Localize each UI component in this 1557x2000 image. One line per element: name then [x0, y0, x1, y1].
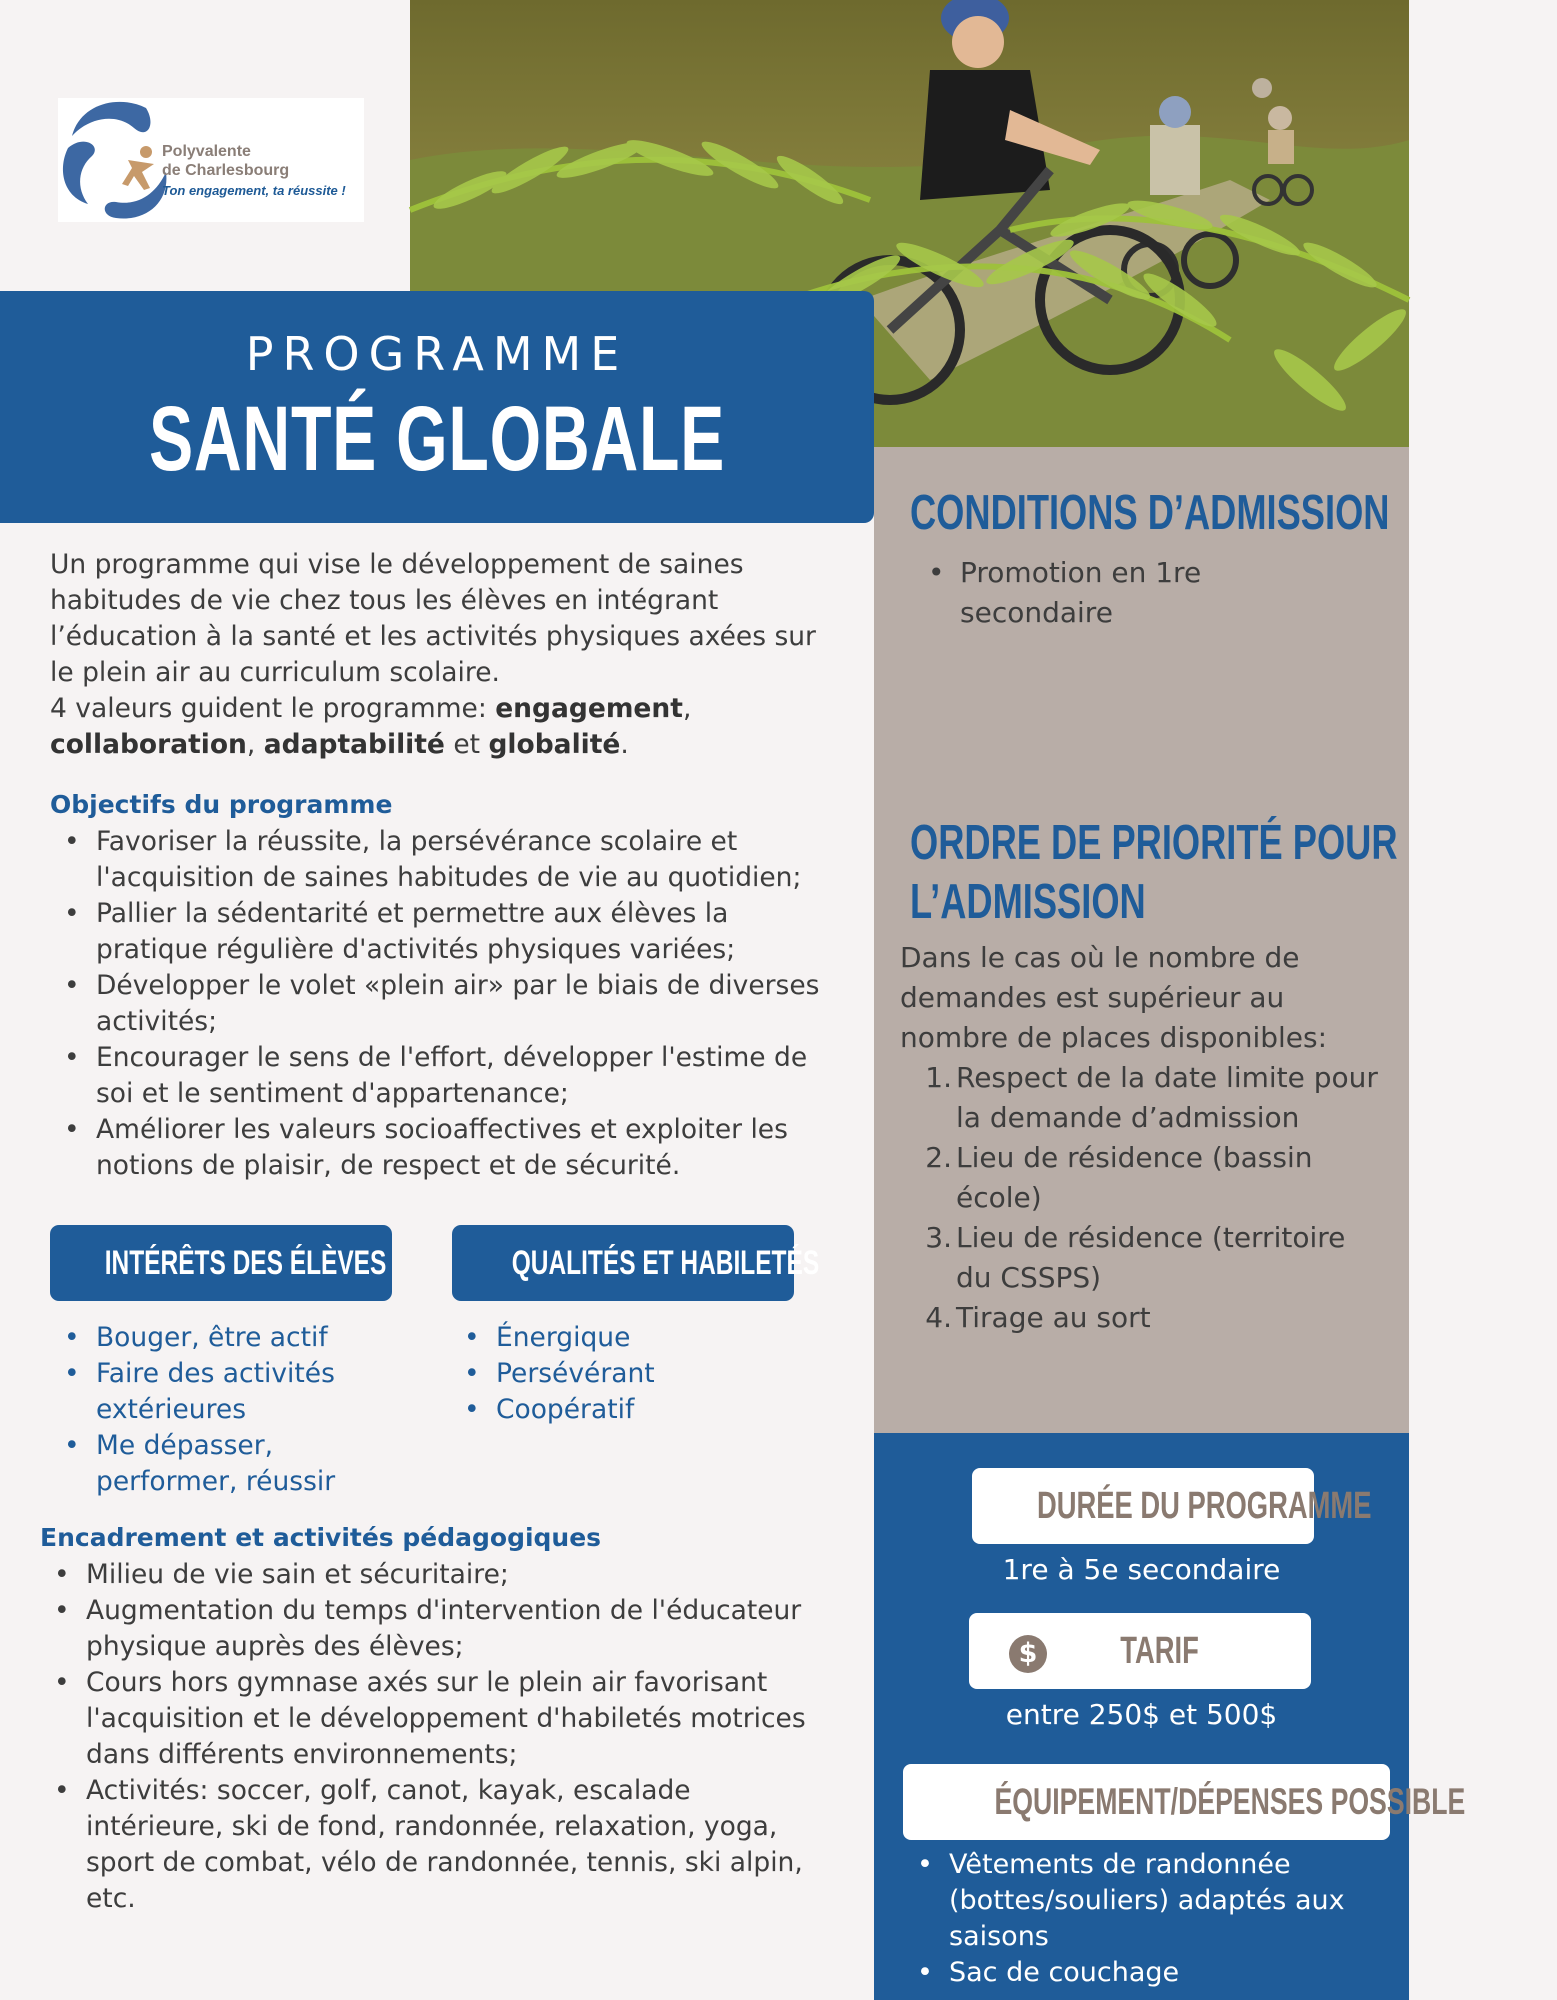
value-engagement: engagement	[495, 693, 683, 724]
value-adaptabilite: adaptabilité	[263, 729, 445, 760]
duree-label: DURÉE DU PROGRAMME	[1037, 1485, 1372, 1527]
list-item-text: Lieu de résidence (bassin école)	[956, 1141, 1313, 1214]
interets-heading-label: INTÉRÊTS DES ÉLÈVES	[104, 1244, 387, 1282]
values-prefix: 4 valeurs guident le programme:	[50, 693, 496, 724]
list-item: • Pallier la sédentarité et permettre aux élèves la pratique régulière d'activités physiques variées;	[50, 896, 830, 968]
intro-paragraph: Un programme qui vise le développement de saines habitudes de vie chez tous les élèves en intégrant l’éducation à la santé et les activités physiques axées sur le plein air au curriculum scolaire.	[50, 549, 816, 688]
list-number: 4.	[925, 1301, 952, 1334]
encadrement-title: Encadrement et activités pédagogiques	[40, 1523, 602, 1552]
objectifs-list	[50, 824, 830, 1184]
logo-slogan: Ton engagement, ta réussite !	[162, 183, 346, 198]
dollar-icon: $	[1009, 1635, 1047, 1673]
school-logo	[58, 98, 364, 222]
value-collaboration: collaboration	[50, 729, 247, 760]
list-item: • Promotion en 1re secondaire	[914, 553, 1354, 633]
tarif-label-box	[969, 1613, 1311, 1689]
logo-name-line2: de Charlesbourg	[162, 162, 290, 179]
objectifs-title: Objectifs du programme	[50, 790, 393, 819]
list-item: • Favoriser la réussite, la persévérance scolaire et l'acquisition de saines habitudes de vie au quotidien;	[50, 824, 830, 896]
list-item: • Énergique	[450, 1320, 780, 1356]
priorite-intro: Dans le cas où le nombre de demandes est supérieur au nombre de places disponibles:	[900, 941, 1328, 1054]
list-item: • Milieu de vie sain et sécuritaire;	[40, 1557, 820, 1593]
tarif-label: TARIF	[1120, 1630, 1200, 1672]
list-item: • Persévérant	[450, 1356, 780, 1392]
list-item: • Me dépasser, performer, réussir	[50, 1428, 380, 1500]
values-end: .	[620, 729, 629, 760]
title-programme: PROGRAMME	[245, 327, 629, 381]
values-separator: et	[444, 729, 489, 760]
list-item: • Sac de couchage	[903, 1955, 1363, 1991]
list-item-text: Tirage au sort	[956, 1301, 1151, 1334]
list-item: • Activités: soccer, golf, canot, kayak, escalade intérieure, ski de fond, randonnée, relaxation, yoga, sport de combat, vélo de randonnée, tennis, ski alpin, etc.	[40, 1773, 820, 1917]
qualites-list	[450, 1320, 780, 1428]
list-item: • Développer le volet «plein air» par le biais de diverses activités;	[50, 968, 830, 1040]
list-item: • Faire des activités extérieures	[50, 1356, 380, 1428]
encadrement-list	[40, 1557, 820, 1917]
equipement-label: ÉQUIPEMENT/DÉPENSES POSSIBLE	[994, 1781, 1466, 1822]
list-item: • Coopératif	[450, 1392, 780, 1428]
duree-label-box	[972, 1468, 1372, 1544]
list-number: 2.	[925, 1141, 952, 1174]
equipement-label-box	[903, 1764, 1466, 1840]
qualites-heading	[452, 1225, 820, 1301]
values-separator: ,	[682, 693, 692, 724]
list-item: • Vêtements de randonnée (bottes/souliers) adaptés aux saisons	[903, 1847, 1363, 1955]
duree-value: 1re à 5e secondaire	[1002, 1553, 1281, 1586]
title-sante-globale: SANTÉ GLOBALE	[148, 388, 726, 490]
conditions-title: CONDITIONS D’ADMISSION	[910, 486, 1390, 540]
value-globalite: globalité	[488, 729, 621, 760]
list-item	[904, 1138, 1384, 1218]
interets-heading	[50, 1225, 392, 1301]
intro-text	[50, 547, 820, 763]
conditions-list	[914, 553, 1354, 633]
interets-list	[50, 1320, 380, 1500]
qualites-heading-label: QUALITÉS ET HABILETÉS	[511, 1244, 820, 1282]
values-separator: ,	[246, 729, 264, 760]
list-item	[904, 1298, 1384, 1338]
priorite-title-line2: L’ADMISSION	[910, 875, 1146, 929]
program-title-band	[0, 291, 874, 523]
equipement-list	[903, 1847, 1363, 1991]
list-number: 1.	[925, 1061, 952, 1094]
list-item	[904, 1058, 1384, 1138]
list-item: • Augmentation du temps d'intervention de l'éducateur physique auprès des élèves;	[40, 1593, 820, 1665]
logo-swirl-icon	[58, 98, 168, 222]
logo-text	[162, 142, 346, 200]
list-item-text: Lieu de résidence (territoire du CSSPS)	[956, 1221, 1346, 1294]
list-item	[904, 1218, 1384, 1298]
priorite-title-line1: ORDRE DE PRIORITÉ POUR	[910, 816, 1398, 870]
logo-name-line1: Polyvalente	[162, 143, 251, 160]
list-number: 3.	[925, 1221, 952, 1254]
tarif-value: entre 250$ et 500$	[1005, 1698, 1278, 1731]
list-item: • Encourager le sens de l'effort, développer l'estime de soi et le sentiment d'appartenance;	[50, 1040, 830, 1112]
list-item: • Bouger, être actif	[50, 1320, 380, 1356]
list-item: • Améliorer les valeurs socioaffectives et exploiter les notions de plaisir, de respect et de sécurité.	[50, 1112, 830, 1184]
list-item: • Cours hors gymnase axés sur le plein air favorisant l'acquisition et le développement d'habiletés motrices dans différents environnements;	[40, 1665, 820, 1773]
priorite-list	[904, 1058, 1384, 1338]
list-item-text: Respect de la date limite pour la demande d’admission	[956, 1061, 1378, 1134]
